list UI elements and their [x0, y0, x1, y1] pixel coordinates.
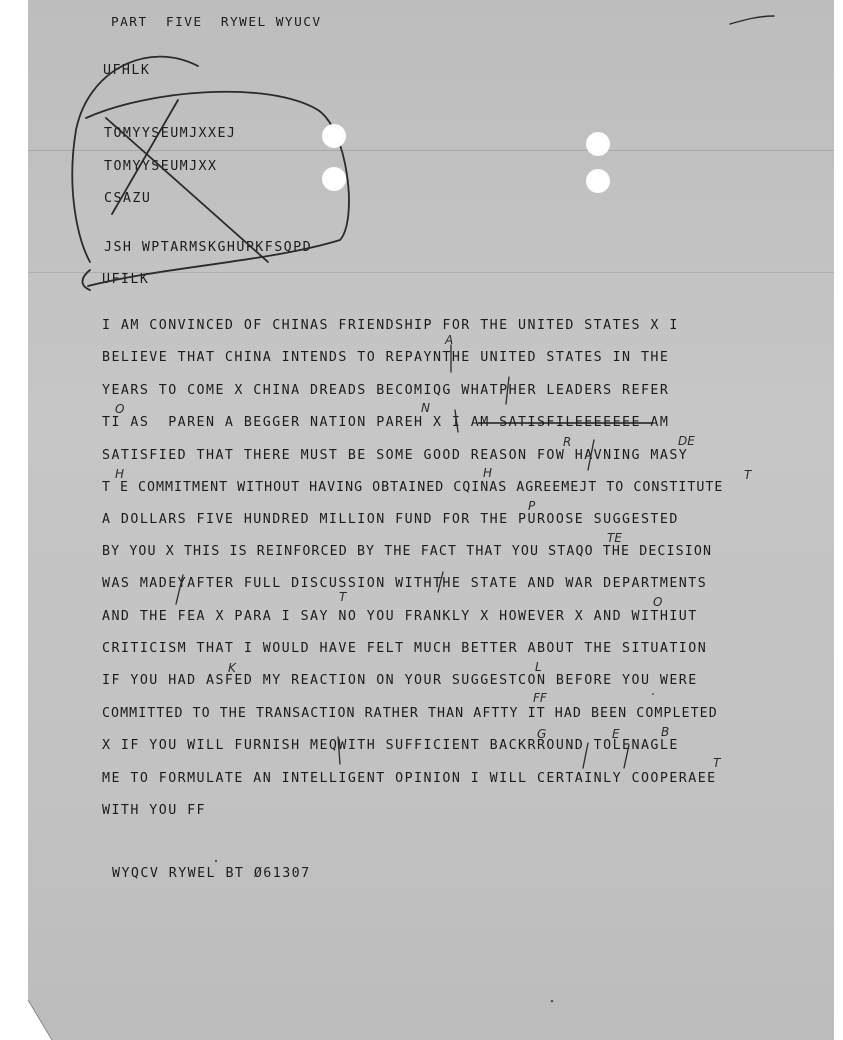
- correction-letter: FF: [533, 691, 547, 705]
- code-line-3: CSAZU: [104, 191, 152, 206]
- body-line-16: WITH YOU FF: [102, 803, 207, 818]
- correction-letter: G: [537, 727, 547, 741]
- correction-letter: K: [228, 661, 236, 675]
- message-signoff: WYQCV RYWEL BT Ø61307: [112, 866, 311, 881]
- correction-letter: O: [653, 595, 663, 609]
- code-line-1: TOMYYSEUMJXXEJ: [104, 126, 237, 141]
- correction-letter: E: [612, 727, 620, 741]
- correction-letter: L: [535, 660, 542, 674]
- body-line-12: IF YOU HAD ASFED MY REACTION ON YOUR SUGGESTCON BEFORE YOU WERE: [102, 673, 698, 688]
- body-line-1: I AM CONVINCED OF CHINAS FRIENDSHIP FOR THE UNITED STATES X I: [102, 318, 679, 333]
- body-line-8: BY YOU X THIS IS REINFORCED BY THE FACT THAT YOU STAQO THE DECISION: [102, 544, 713, 559]
- body-line-3: YEARS TO COME X CHINA DREADS BECOMIQG WHATPHER LEADERS REFER: [102, 383, 670, 398]
- header-title-line: PART FIVE RYWEL WYUCV: [111, 15, 322, 30]
- correction-letter: A: [445, 333, 454, 347]
- body-line-5: SATISFIED THAT THERE MUST BE SOME GOOD REASON FOW HAVNING MASY: [102, 448, 689, 463]
- correction-letter: TE: [607, 531, 622, 545]
- body-line-13: COMMITTED TO THE TRANSACTION RATHER THAN AFTTY IT HAD BEEN COMPLETED: [102, 706, 718, 721]
- correction-letter: R: [563, 435, 572, 449]
- torn-edge-right: [834, 720, 843, 800]
- correction-letter: T: [744, 468, 752, 482]
- code-line-2: TOMYYSEUMJXX: [104, 159, 218, 174]
- correction-letter: P: [528, 499, 536, 513]
- body-line-10: AND THE FEA X PARA I SAY NO YOU FRANKLY X HOWEVER X AND WITHIUT: [102, 609, 698, 624]
- body-line-4: TI AS PAREN A BEGGER NATION PAREH X I AM SATISFILEEEEEEE AM: [102, 415, 670, 430]
- body-line-6: T E COMMITMENT WITHOUT HAVING OBTAINED CQINAS AGREEMEJT TO CONSTITUTE: [102, 480, 724, 495]
- correction-letter: H: [483, 466, 493, 480]
- body-line-9: WAS MADEYAFTER FULL DISCUSSION WITHTHE STATE AND WAR DEPARTMENTS: [102, 576, 708, 591]
- correction-letter: DE: [678, 434, 695, 448]
- correction-letter: B: [661, 725, 670, 739]
- correction-letter: T: [339, 590, 347, 604]
- torn-corner-bottom-left: [0, 990, 52, 1040]
- routing-footer: UFILK: [102, 272, 150, 287]
- routing-indicator: UFHLK: [103, 63, 151, 78]
- correction-letter: O: [115, 402, 125, 416]
- body-line-2: BELIEVE THAT CHINA INTENDS TO REPAYNTHE UNITED STATES IN THE: [102, 350, 670, 365]
- body-line-15: ME TO FORMULATE AN INTELLIGENT OPINION I WILL CERTAINLY COOPERAEE: [102, 771, 717, 786]
- correction-letter: T: [713, 756, 721, 770]
- code-line-4: JSH WPTARMSKGHUPKFSQPD: [104, 240, 313, 255]
- body-line-14: X IF YOU WILL FURNISH MEQWITH SUFFICIENT BACKRROUND TOLENAGLE: [102, 738, 679, 753]
- correction-letter: N: [421, 401, 430, 415]
- correction-letter: H: [115, 467, 125, 481]
- body-line-7: A DOLLARS FIVE HUNDRED MILLION FUND FOR THE PUROOSE SUGGESTED: [102, 512, 679, 527]
- body-line-11: CRITICISM THAT I WOULD HAVE FELT MUCH BETTER ABOUT THE SITUATION: [102, 641, 708, 656]
